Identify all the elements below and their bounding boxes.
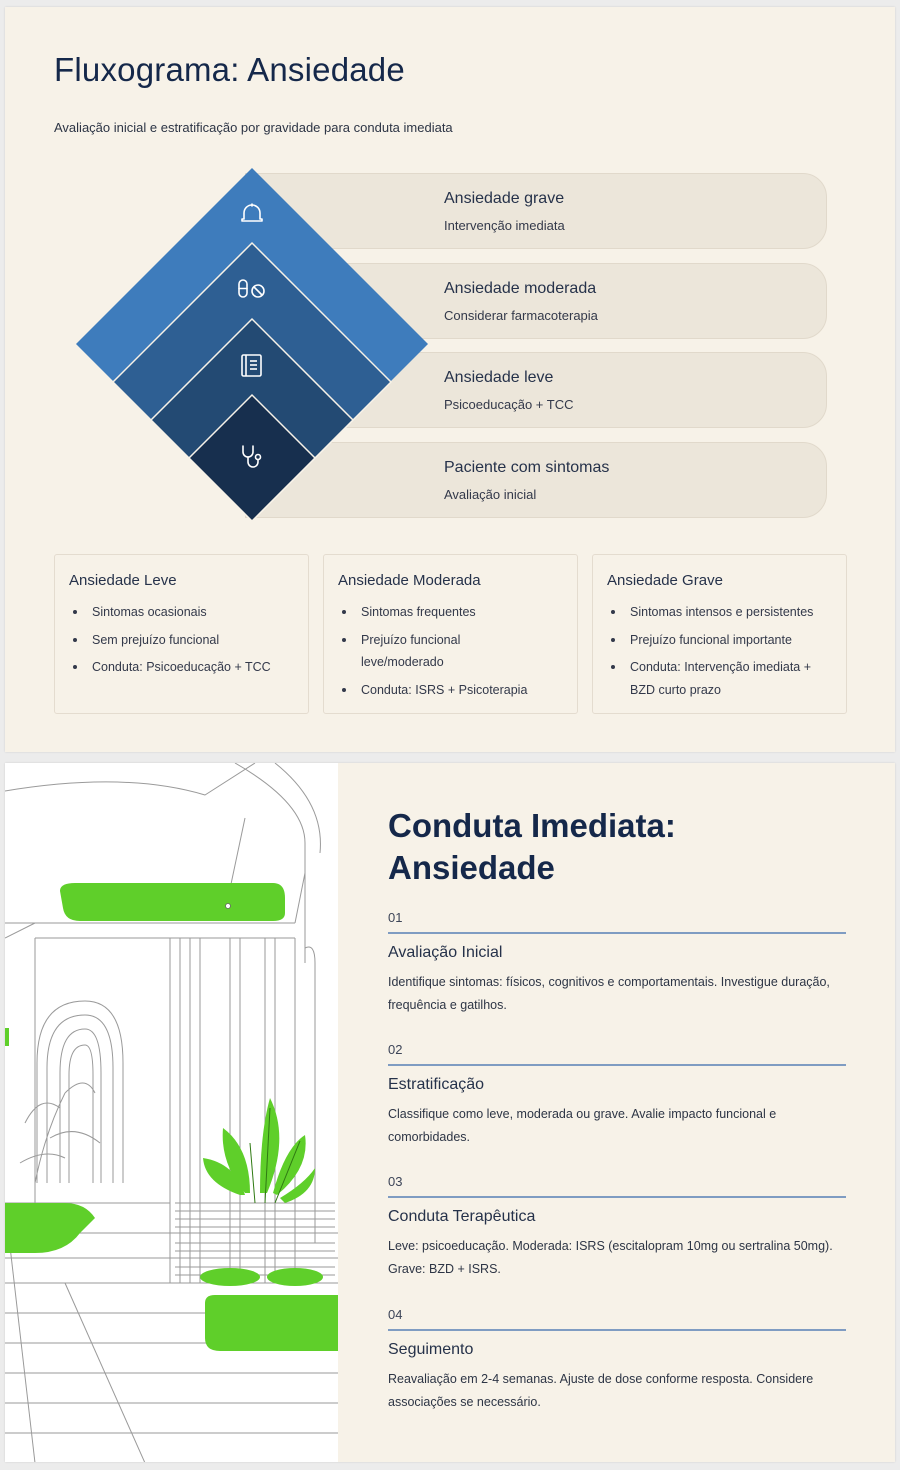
bench bbox=[205, 1295, 338, 1351]
level-subtitle: Intervenção imediata bbox=[444, 218, 565, 233]
step-title: Estratificação bbox=[388, 1076, 485, 1093]
list-item: Conduta: ISRS + Psicoterapia bbox=[338, 679, 567, 702]
card-title: Ansiedade Leve bbox=[69, 572, 177, 589]
step-divider bbox=[388, 1064, 846, 1066]
step-number: 02 bbox=[388, 1042, 403, 1057]
list-item: Prejuízo funcional importante bbox=[607, 629, 836, 652]
page-subtitle: Avaliação inicial e estratificação por gravidade para conduta imediata bbox=[54, 120, 453, 135]
list-item: Sem prejuízo funcional bbox=[69, 629, 298, 652]
section-title: Conduta Imediata: Ansiedade bbox=[388, 807, 676, 886]
list-item: Conduta: Psicoeducação + TCC bbox=[69, 656, 298, 679]
step-description: Leve: psicoeducação. Moderada: ISRS (escitalopram 10mg ou sertralina 50mg). Grave: BZD + ISRS. bbox=[388, 1239, 833, 1276]
step-number: 01 bbox=[388, 910, 403, 925]
level-subtitle: Avaliação inicial bbox=[444, 487, 537, 502]
list-item: Sintomas ocasionais bbox=[69, 601, 298, 624]
list-item: Sintomas frequentes bbox=[338, 601, 567, 624]
level-title: Ansiedade leve bbox=[444, 369, 554, 386]
level-title: Ansiedade moderada bbox=[444, 280, 597, 297]
slide-conduta bbox=[5, 763, 895, 1462]
step-number: 04 bbox=[388, 1307, 403, 1322]
pendant-lamp bbox=[60, 883, 285, 921]
list-item: Prejuízo funcional leve/moderado bbox=[338, 629, 488, 674]
step-description: Identifique sintomas: físicos, cognitivos e comportamentais. Investigue duração, frequência e gatilhos. bbox=[388, 975, 830, 1012]
list-item: Conduta: Intervenção imediata + BZD curto prazo bbox=[607, 656, 836, 701]
step-number: 03 bbox=[388, 1174, 403, 1189]
step-divider bbox=[388, 932, 846, 934]
step-description: Reavaliação em 2-4 semanas. Ajuste de dose conforme resposta. Considere associações se necessário. bbox=[388, 1372, 814, 1409]
cushion-right bbox=[267, 1268, 323, 1286]
card-list bbox=[607, 601, 836, 706]
step-seguimento bbox=[388, 1307, 846, 1414]
step-title: Avaliação Inicial bbox=[388, 944, 503, 961]
step-divider bbox=[388, 1196, 846, 1198]
step-divider bbox=[388, 1329, 846, 1331]
step-title: Seguimento bbox=[388, 1341, 474, 1358]
step-title: Conduta Terapêutica bbox=[388, 1208, 536, 1225]
cushion-left bbox=[200, 1268, 260, 1286]
level-title: Ansiedade grave bbox=[444, 190, 565, 207]
card-ansiedade-moderada bbox=[323, 554, 578, 714]
card-ansiedade-leve bbox=[54, 554, 309, 714]
level-subtitle: Considerar farmacoterapia bbox=[444, 308, 598, 323]
page-title: Fluxograma: Ansiedade bbox=[54, 51, 405, 88]
card-list bbox=[69, 601, 298, 684]
step-conduta-terapeutica bbox=[388, 1174, 846, 1281]
level-subtitle: Psicoeducação + TCC bbox=[444, 397, 574, 412]
slide-flowchart bbox=[5, 7, 895, 752]
level-title: Paciente com sintomas bbox=[444, 459, 610, 476]
list-item: Sintomas intensos e persistentes bbox=[607, 601, 836, 624]
card-list bbox=[338, 601, 567, 706]
card-ansiedade-grave bbox=[592, 554, 847, 714]
severity-pyramid bbox=[5, 7, 895, 537]
step-avaliacao-inicial bbox=[388, 910, 846, 1017]
step-description: Classifique como leve, moderada ou grave. Avalie impacto funcional e comorbidades. bbox=[388, 1107, 777, 1144]
step-estratificacao bbox=[388, 1042, 846, 1149]
card-title: Ansiedade Grave bbox=[607, 572, 723, 589]
clinic-illustration bbox=[5, 763, 338, 1462]
card-title: Ansiedade Moderada bbox=[338, 572, 481, 589]
